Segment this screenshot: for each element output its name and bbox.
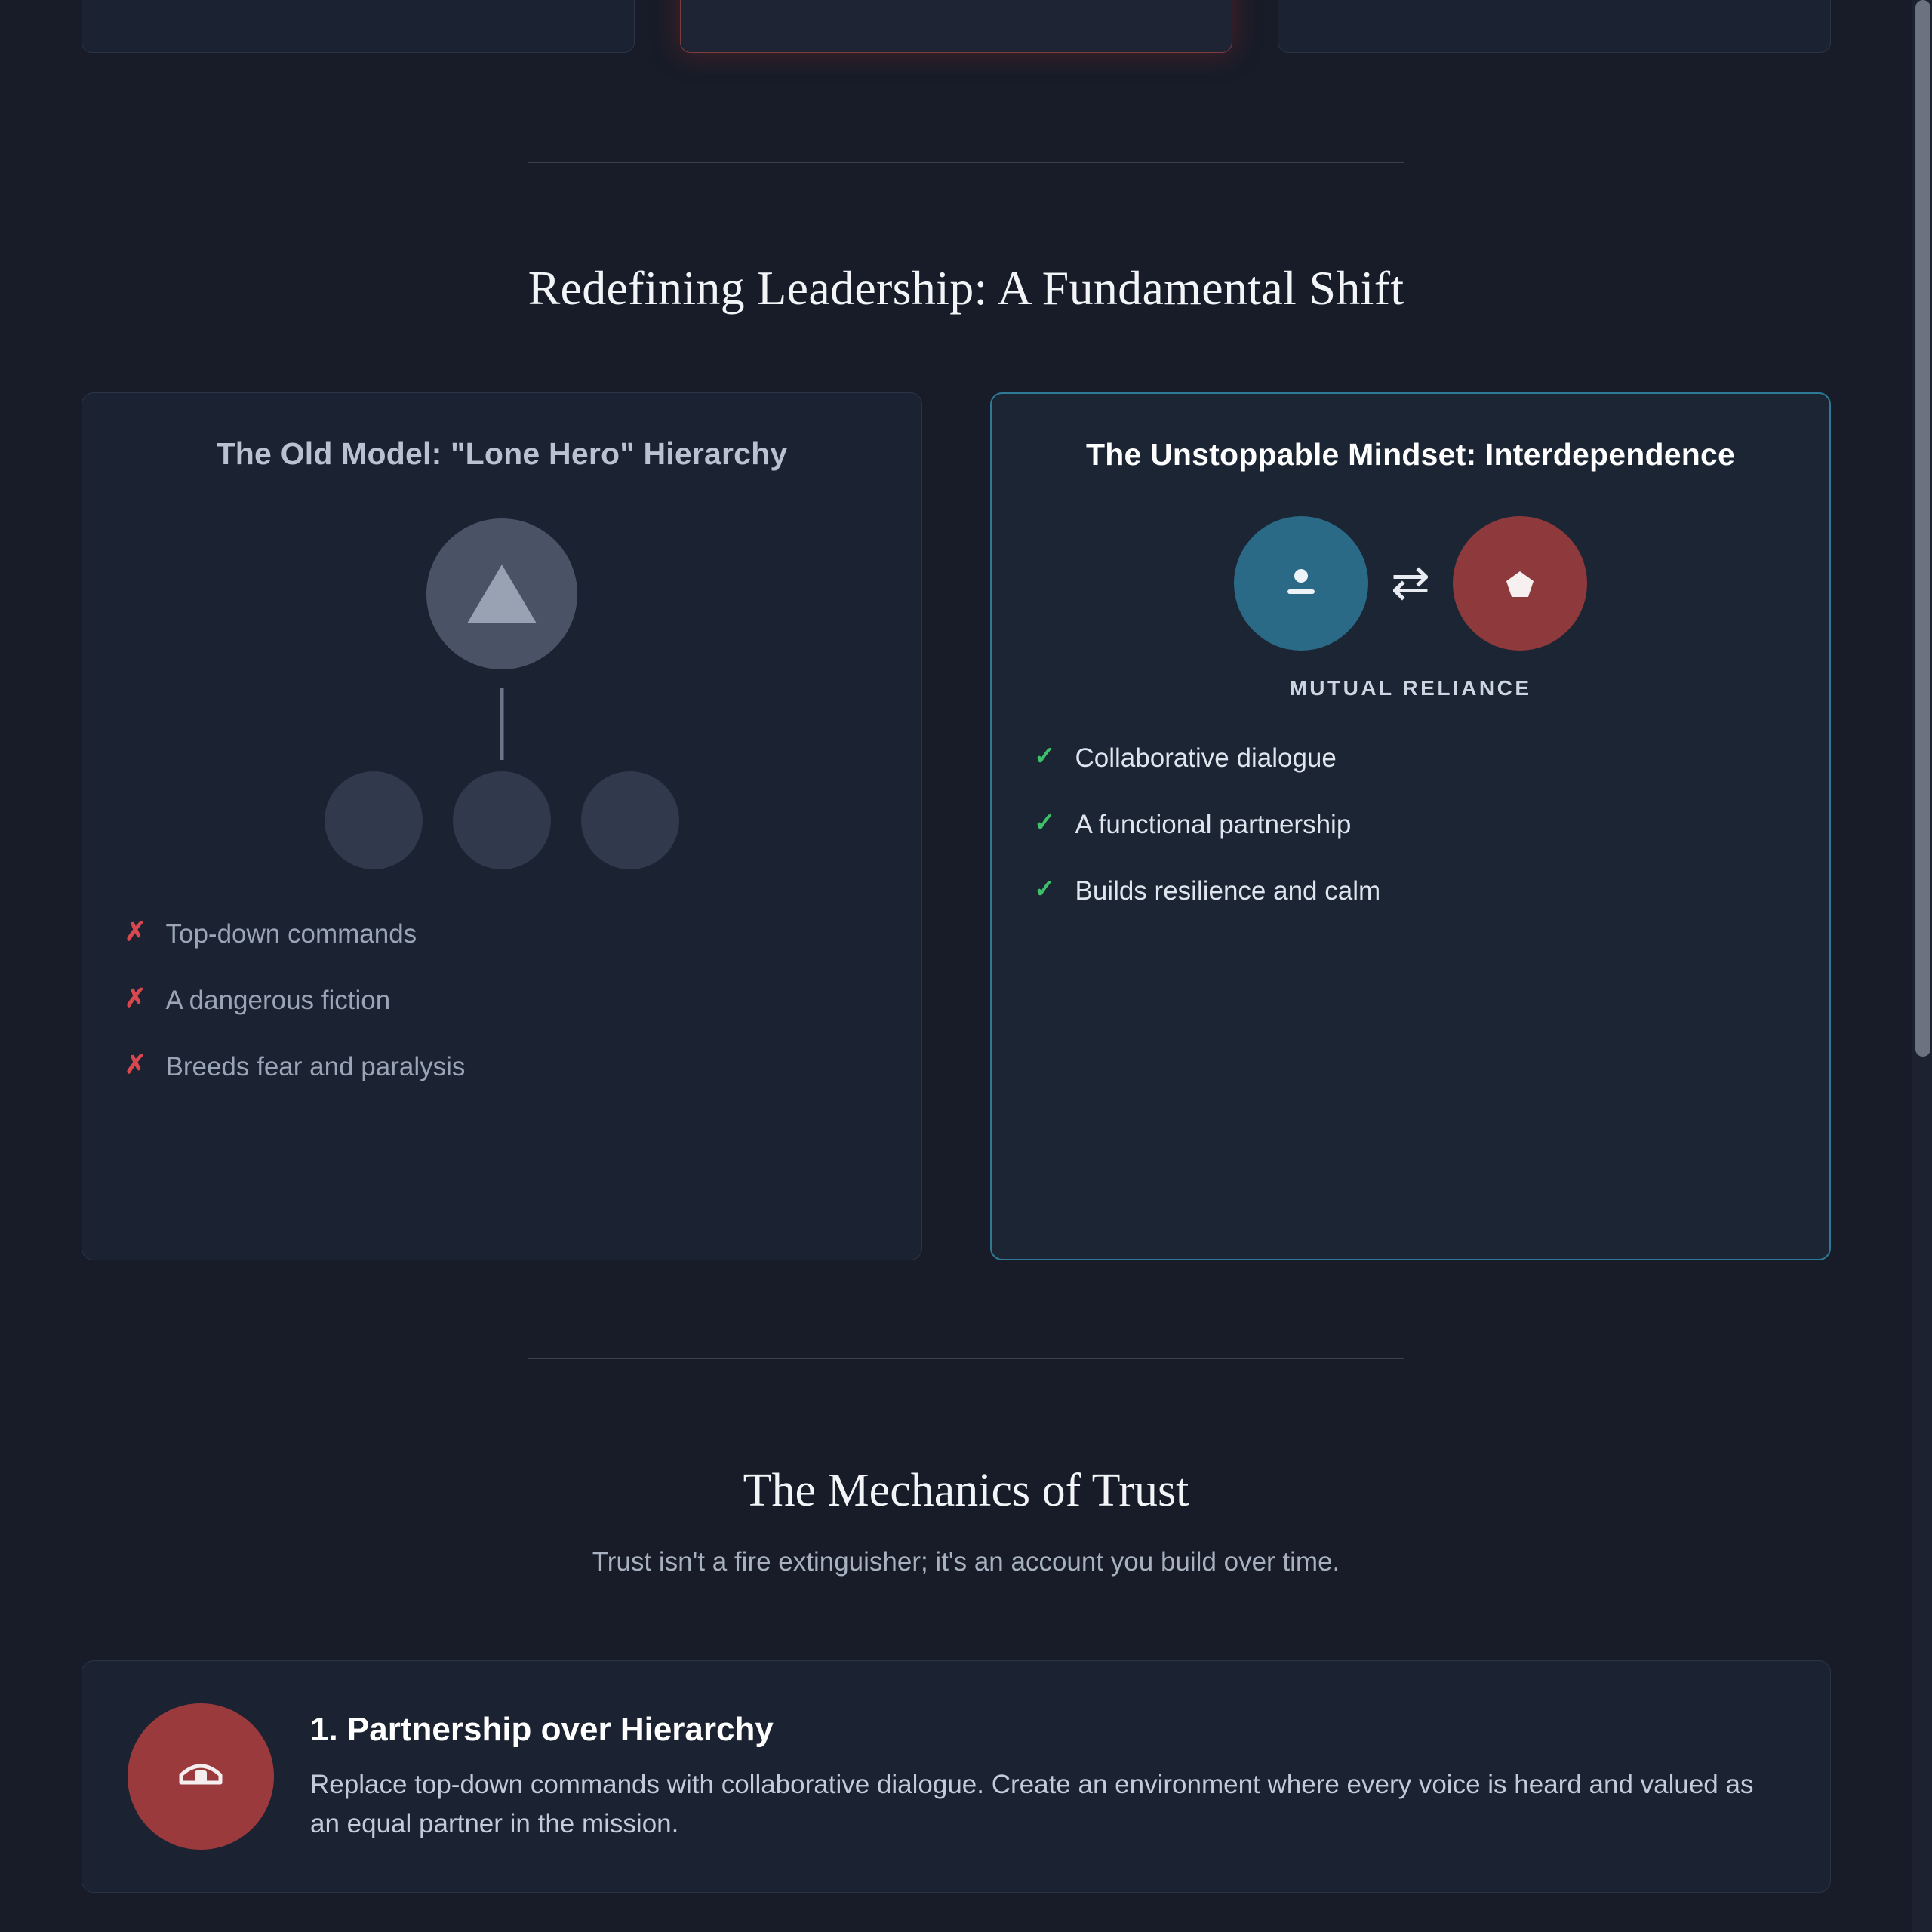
subordinate-node-3: [581, 771, 679, 869]
new-model-bullets: [1034, 743, 1787, 907]
trust-item-card: [82, 1660, 1831, 1893]
list-item: [1034, 809, 1787, 841]
trust-item-title: 1. Partnership over Hierarchy: [310, 1711, 774, 1748]
cross-icon: ✗: [125, 984, 146, 1014]
trust-section-subtitle: Trust isn't a fire extinguisher; it's an account you build over time.: [592, 1547, 1340, 1577]
exchange-icon: ⇄: [1391, 557, 1430, 610]
trust-item-body: [310, 1703, 1767, 1844]
list-item-label: Breeds fear and paralysis: [165, 1052, 466, 1082]
comparison-cards: [82, 392, 1831, 1260]
new-model-title: The Unstoppable Mindset: Interdependence: [1086, 437, 1735, 472]
cross-icon: ✗: [125, 918, 146, 947]
top-card-3[interactable]: [1278, 0, 1831, 53]
page-scrollbar-thumb[interactable]: [1915, 0, 1930, 1057]
handshake-icon: [128, 1703, 274, 1850]
list-item: [1034, 743, 1787, 774]
subordinate-node-2: [453, 771, 551, 869]
new-model-card: [990, 392, 1831, 1260]
interdependence-diagram: [1034, 516, 1787, 700]
triangle-hierarchy-icon: [426, 518, 577, 669]
hierarchy-subordinates: [325, 771, 679, 869]
check-icon: ✓: [1034, 808, 1056, 838]
list-item: [125, 1051, 879, 1083]
list-item-label: Collaborative dialogue: [1075, 743, 1337, 774]
shift-section-title: Redefining Leadership: A Fundamental Shift: [528, 261, 1404, 315]
shield-icon: [1453, 516, 1587, 651]
list-item: [1034, 875, 1787, 907]
section-divider-bottom: [528, 1358, 1404, 1359]
list-item-label: A dangerous fiction: [165, 986, 391, 1016]
top-card-1[interactable]: [82, 0, 635, 53]
mutual-pair: [1234, 516, 1587, 651]
person-icon: [1234, 516, 1368, 651]
top-card-2[interactable]: [680, 0, 1233, 53]
trust-item-description: Replace top-down commands with collaborative dialogue. Create an environment where every voice is heard and valued as an equal partner in the mission.: [310, 1770, 1754, 1838]
check-icon: ✓: [1034, 742, 1056, 771]
mutual-reliance-label: MUTUAL RELIANCE: [1289, 676, 1532, 700]
subordinate-node-1: [325, 771, 423, 869]
list-item-label: Top-down commands: [165, 919, 417, 949]
list-item-label: A functional partnership: [1075, 810, 1352, 840]
triangle-shape: [467, 565, 537, 623]
old-model-card: [82, 392, 922, 1260]
section-divider-top: [528, 162, 1404, 163]
check-icon: ✓: [1034, 875, 1056, 904]
trust-section-title: The Mechanics of Trust: [743, 1465, 1189, 1516]
list-item-label: Builds resilience and calm: [1075, 876, 1381, 906]
list-item: [125, 985, 879, 1017]
cross-icon: ✗: [125, 1051, 146, 1080]
top-card-row: [0, 0, 1912, 53]
hierarchy-stem: [500, 688, 504, 760]
old-model-bullets: [125, 918, 879, 1083]
list-item: [125, 918, 879, 950]
hierarchy-diagram: [125, 518, 879, 835]
old-model-title: The Old Model: "Lone Hero" Hierarchy: [216, 436, 788, 471]
page-scrollbar-track[interactable]: [1912, 0, 1932, 1932]
